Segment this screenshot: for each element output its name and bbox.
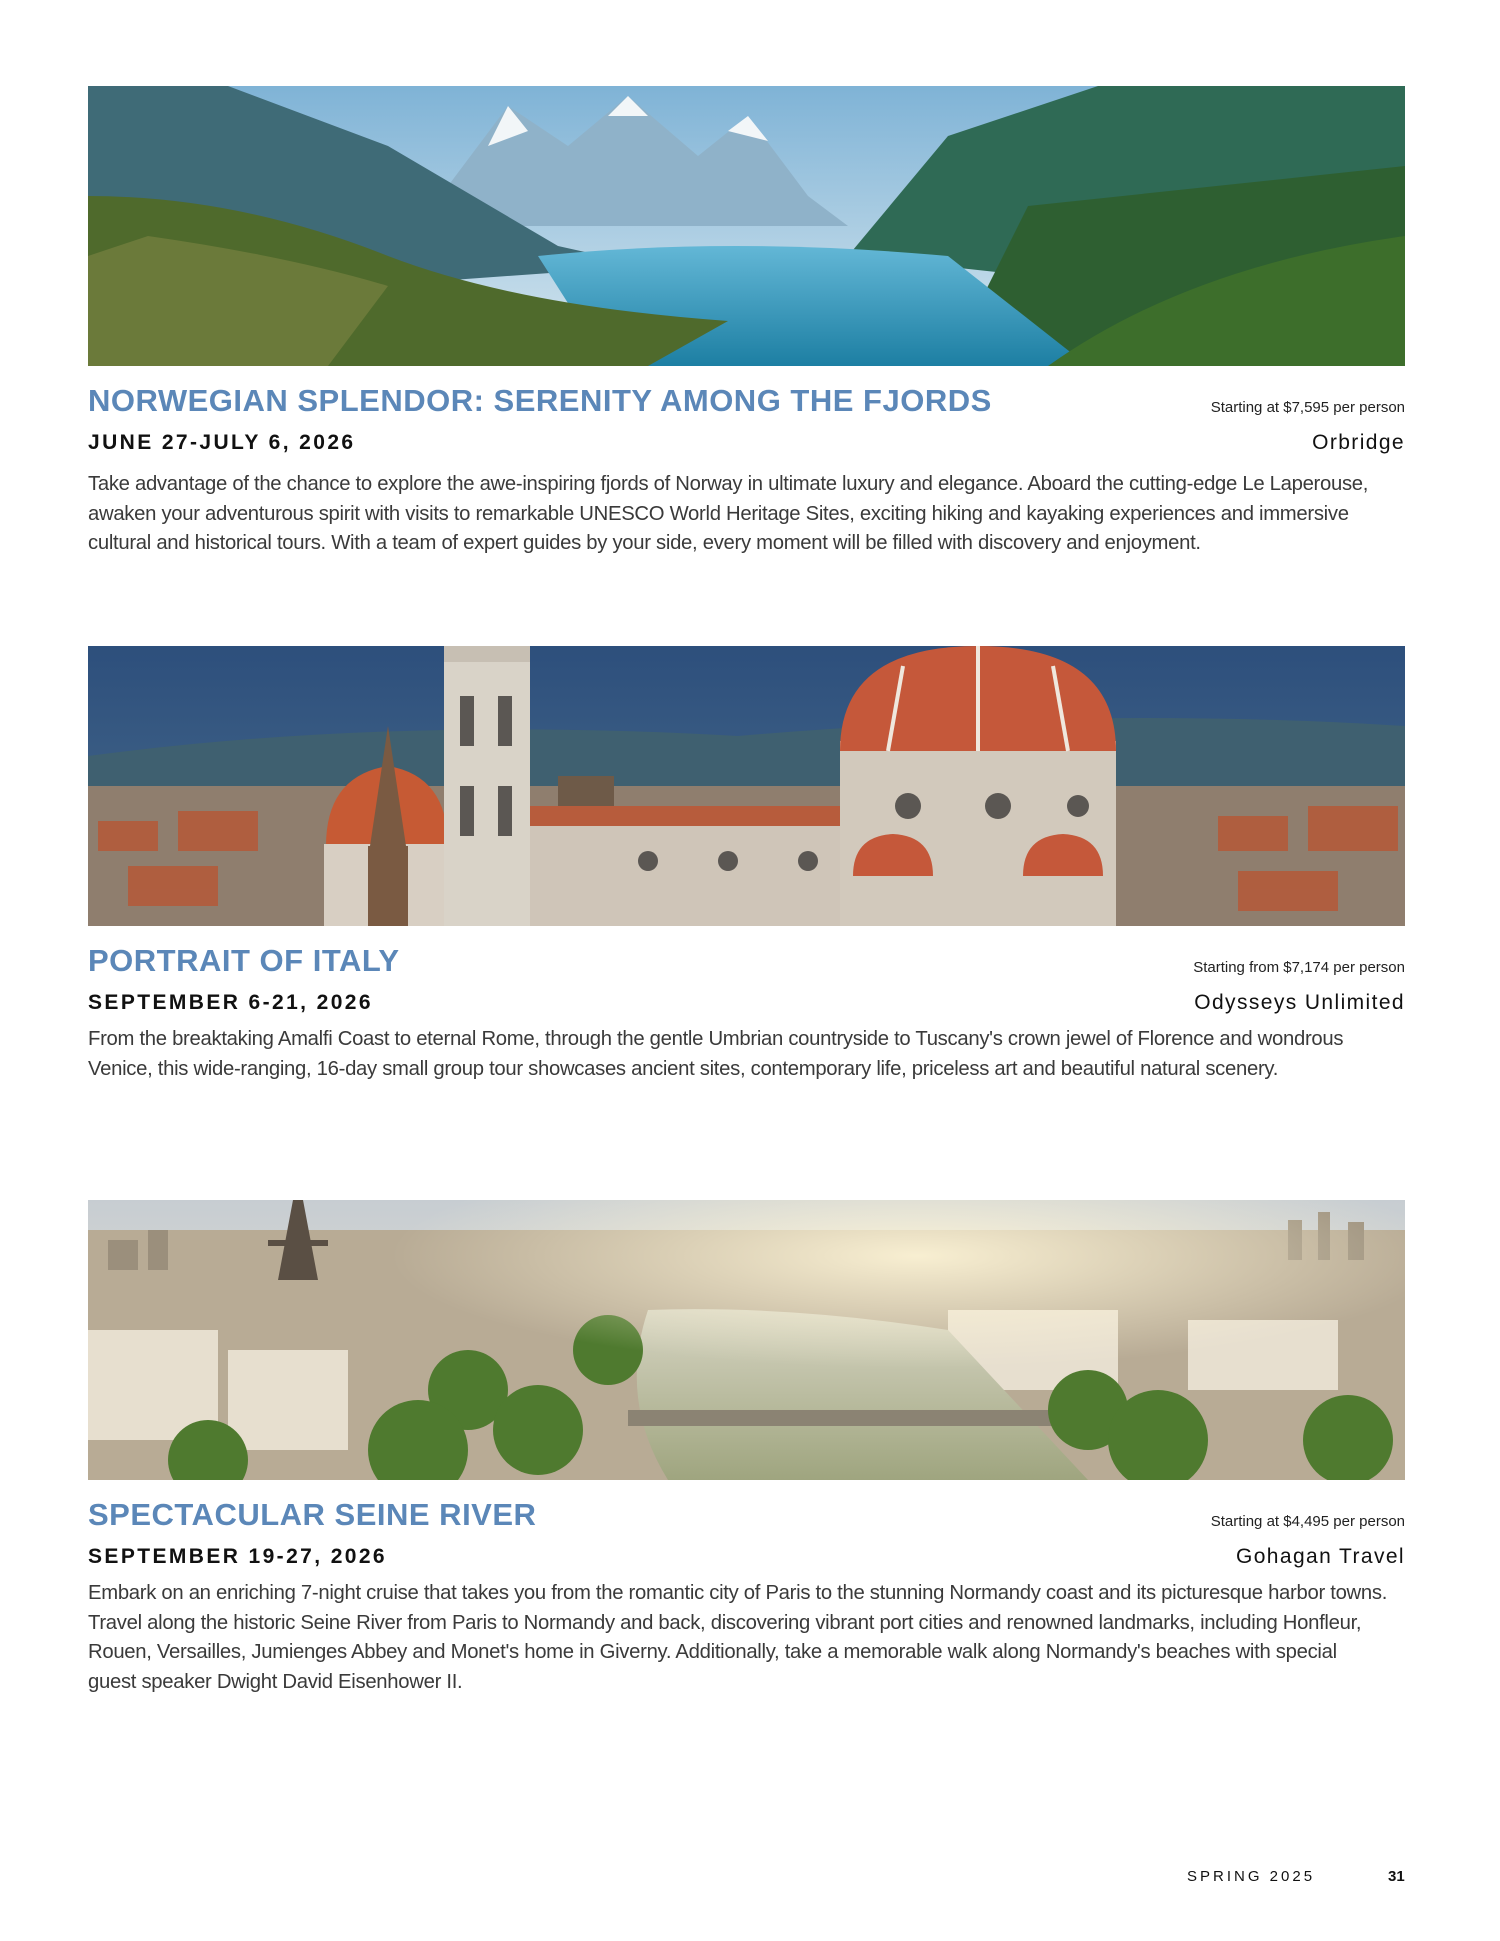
florence-photo [88,646,1405,926]
trip-description: From the breaktaking Amalfi Coast to eternal Rome, through the gentle Umbrian countryside to Tuscany's crown jewel of Florence and wondrous Venice, this wide-ranging, 16-day small group tour showcases ancient sites, contemporary life, priceless art and beautiful natural scenery. [88,1028,1344,1080]
trip-title: PORTRAIT OF ITALY [88,943,400,978]
trip-dates: SEPTEMBER 6-21, 2026 [88,991,373,1014]
trip-title: SPECTACULAR SEINE RIVER [88,1497,537,1532]
trip-italy [88,646,1405,1116]
trip-description: Embark on an enriching 7-night cruise that takes you from the romantic city of Paris to the stunning Normandy coast and its picturesque harbor towns. Travel along the historic Seine River from Paris to Normandy and back, discovering vibrant port cities and renowned landmarks, including Honfleur, Rouen, Versailles, Jumienges Abbey and Monet's home in Giverny. Additionally, take a memorable walk along Normandy's beaches with special guest speaker Dwight David Eisenhower II. [88,1582,1388,1693]
trip-seine [88,1200,1405,1700]
tour-operator: Orbridge [1312,431,1405,454]
trip-dates: JUNE 27-JULY 6, 2026 [88,431,356,454]
tour-operator: Gohagan Travel [1235,1545,1405,1568]
fjord-photo [88,86,1405,366]
trip-dates: SEPTEMBER 19-27, 2026 [88,1545,388,1568]
trip-title: NORWEGIAN SPLENDOR: SERENITY AMONG THE FJORDS [88,383,992,418]
footer-season: SPRING 2025 [1187,1868,1316,1885]
trip-description: Take advantage of the chance to explore the awe-inspiring fjords of Norway in ultimate luxury and elegance. Aboard the cutting-edge Le Laperouse, awaken your adventurous spirit with visits to remarkable UNESCO World Heritage Sites, exciting hiking and kayaking experiences and immersive cultural and historical tours. With a team of expert guides by your side, every moment will be filled with discovery and enjoyment. [88,473,1369,554]
price-text: Starting at $4,495 per person [1210,1513,1405,1530]
page-number: 31 [1388,1868,1405,1885]
tour-operator: Odysseys Unlimited [1194,991,1405,1014]
price-text: Starting at $7,595 per person [1210,399,1405,416]
trip-norway [88,86,1405,606]
paris-photo [88,1200,1405,1480]
price-text: Starting from $7,174 per person [1193,959,1405,976]
